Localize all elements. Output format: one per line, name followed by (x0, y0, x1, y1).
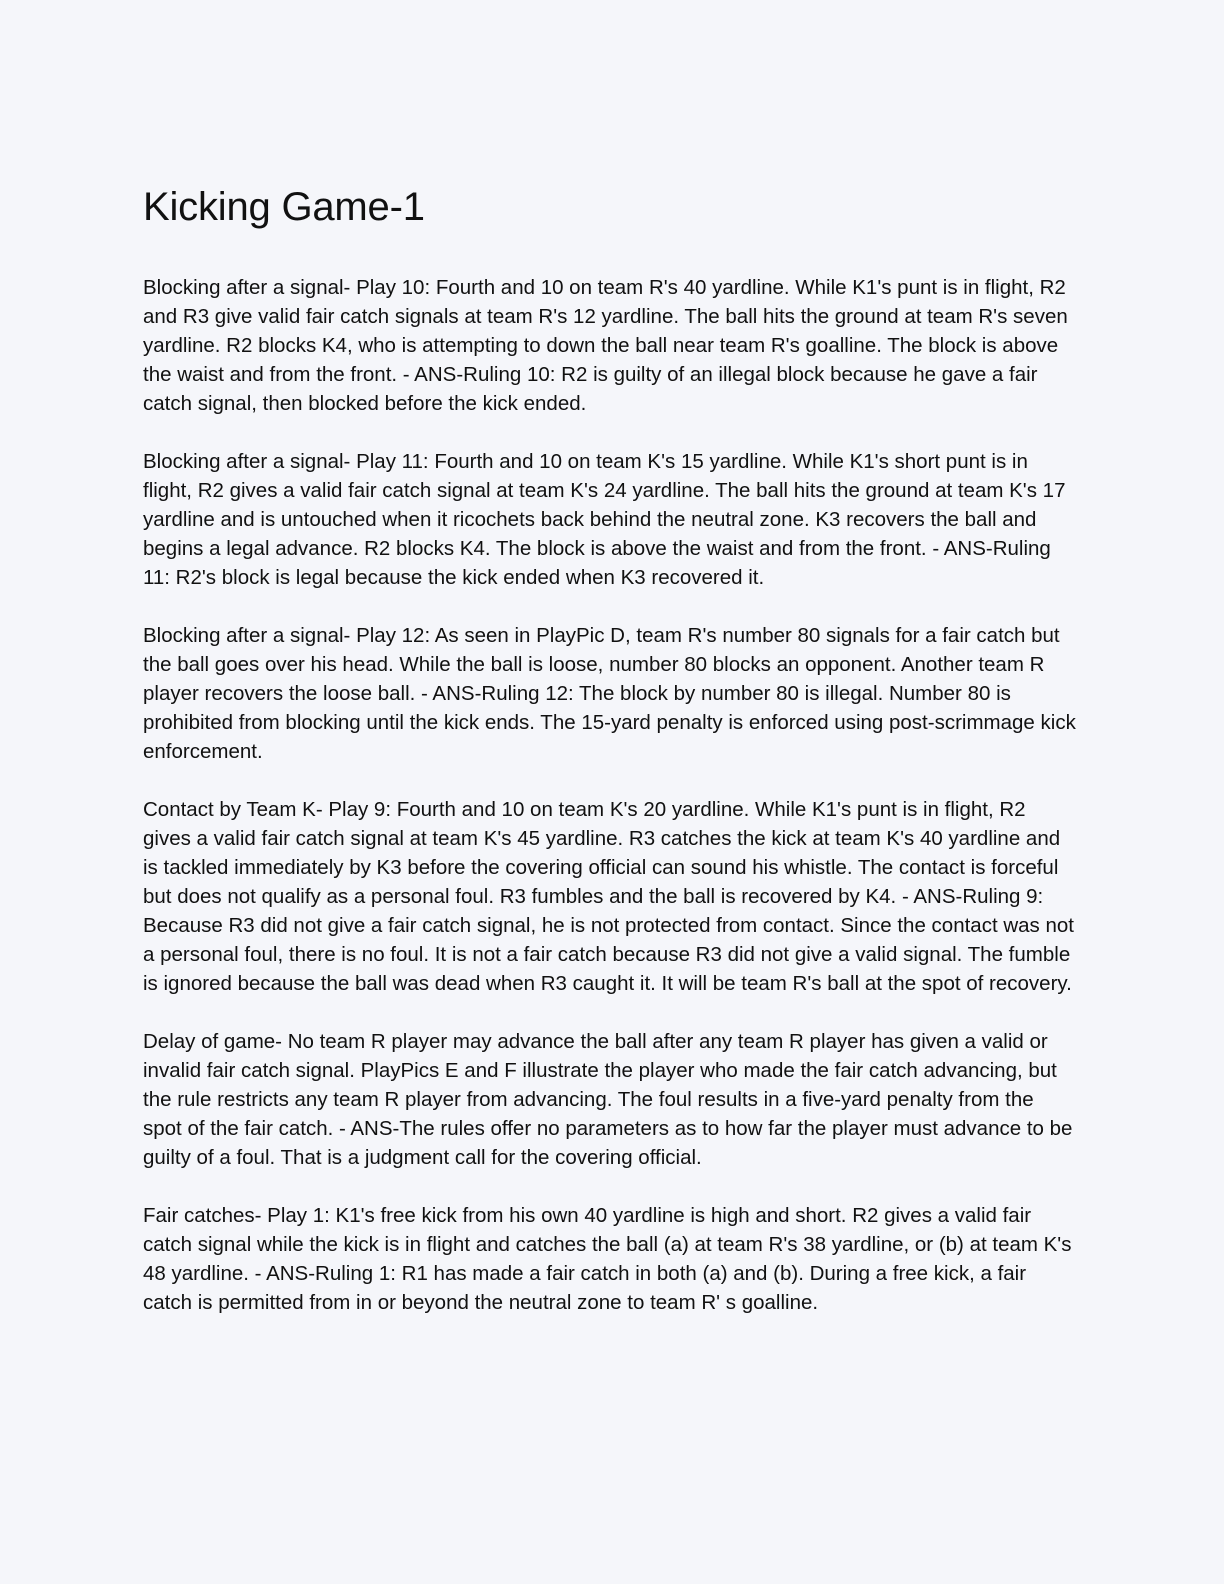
paragraph-delay-of-game: Delay of game- No team R player may advance the ball after any team R player has given a valid or invalid fair catch signal. PlayPics E and F illustrate the player who made the fair catch advancing, but the rule restricts any team R player from advancing. The foul results in a five-yard penalty from the spot of the fair catch. - ANS-The rules offer no parameters as to how far the player must advance to be guilty of a foul. That is a judgment call for the covering official. (143, 1030, 1073, 1169)
paragraph-contact-play-9: Contact by Team K- Play 9: Fourth and 10 on team K's 20 yardline. While K1's punt is in flight, R2 gives a valid fair catch signal at team K's 45 yardline. R3 catches the kick at team K's 40 yardline and is tackled immediately by K3 before the covering official can sound his whistle. The contact is forceful but does not qualify as a personal foul. R3 fumbles and the ball is recovered by K4. - ANS-Ruling 9: Because R3 did not give a fair catch signal, he is not protected from contact. Since the contact was not a personal foul, there is no foul. It is not a fair catch because R3 did not give a valid signal. The fumble is ignored because the ball was dead when R3 caught it. It will be team R's ball at the spot of recovery. (143, 798, 1074, 995)
document-title: Kicking Game-1 (143, 185, 425, 229)
paragraph-blocking-play-12: Blocking after a signal- Play 12: As seen in PlayPic D, team R's number 80 signals for a fair catch but the ball goes over his head. While the ball is loose, number 80 blocks an opponent. Another team R player recovers the loose ball. - ANS-Ruling 12: The block by number 80 is illegal. Number 80 is prohibited from blocking until the kick ends. The 15-yard penalty is enforced using post-scrimmage kick enforcement. (143, 624, 1076, 763)
paragraph-fair-catches-play-1: Fair catches- Play 1: K1's free kick from his own 40 yardline is high and short. R2 gives a valid fair catch signal while the kick is in flight and catches the ball (a) at team R's 38 yardline, or (b) at team K's 48 yardline. - ANS-Ruling 1: R1 has made a fair catch in both (a) and (b). During a free kick, a fair catch is permitted from in or beyond the neutral zone to team R' s goalline. (143, 1204, 1072, 1314)
document-page (143, 183, 1078, 1346)
paragraph-blocking-play-10: Blocking after a signal- Play 10: Fourth and 10 on team R's 40 yardline. While K1's punt is in flight, R2 and R3 give valid fair catch signals at team R's 12 yardline. The ball hits the ground at team R's seven yardline. R2 blocks K4, who is attempting to down the ball near team R's goalline. The block is above the waist and from the front. - ANS-Ruling 10: R2 is guilty of an illegal block because he gave a fair catch signal, then blocked before the kick ended. (143, 276, 1068, 415)
paragraph-blocking-play-11: Blocking after a signal- Play 11: Fourth and 10 on team K's 15 yardline. While K1's short punt is in flight, R2 gives a valid fair catch signal at team K's 24 yardline. The ball hits the ground at team K's 17 yardline and is untouched when it ricochets back behind the neutral zone. K3 recovers the ball and begins a legal advance. R2 blocks K4. The block is above the waist and from the front. - ANS-Ruling 11: R2's block is legal because the kick ended when K3 recovered it. (143, 450, 1066, 589)
